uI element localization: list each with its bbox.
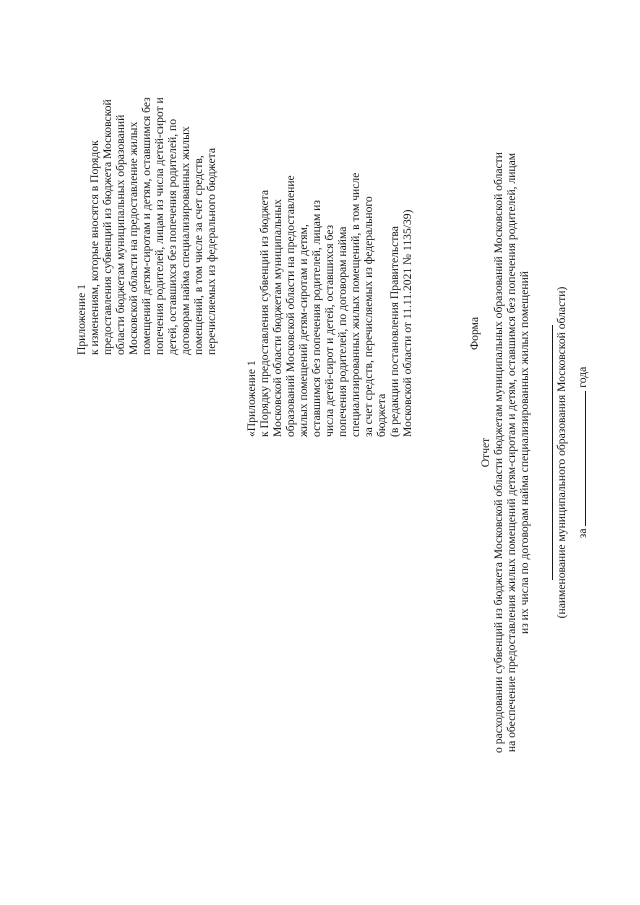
appendix-order-line: (в редакции постановления Правительства	[388, 226, 401, 437]
appendix-order-line: попечения родителей, по договорам найма	[336, 226, 349, 437]
report-subtitle-line: о расходовании субвенций из бюджета Московской области бюджетам муниципальных образований Московской области	[492, 152, 505, 753]
form-label: Форма	[468, 317, 481, 350]
appendix-order-line: Московской области от 11.11.2021 № 1135/39)	[401, 209, 414, 437]
appendix-changes-line: к изменениям, которые вносятся в Порядок	[88, 140, 101, 355]
period-blank	[575, 391, 586, 526]
period-line	[575, 0, 589, 905]
appendix-order-line: числа детей-сирот и детей, оставшихся без	[323, 224, 336, 437]
appendix-changes-title: Приложение 1	[75, 284, 88, 355]
appendix-changes-line: перечисляемых из федерального бюджета	[205, 147, 218, 355]
appendix-order-line: бюджета	[375, 393, 388, 437]
report-subtitle-line: на обеспечение предоставления жилых помещений детям-сиротам и детям, оставшимся без попечения родителей, лицам	[505, 152, 518, 753]
appendix-changes-line: предоставления субвенций из бюджета Московской	[101, 99, 114, 355]
appendix-changes-line: Московской области на предоставление жилых	[127, 121, 140, 355]
period-prefix: за	[576, 528, 589, 539]
appendix-order-title: «Приложение 1	[245, 360, 258, 437]
appendix-order-line: специализированных жилых помещений, в том числе	[349, 172, 362, 437]
report-subtitle-line: из их числа по договорам найма специализированных жилых помещений	[518, 271, 531, 634]
appendix-changes-line: договорам найма специализированных жилых	[179, 126, 192, 355]
appendix-changes-line: области бюджетам муниципальных образований	[114, 114, 127, 355]
appendix-order-line: оставшимся без попечения родителей, лицам из	[310, 200, 323, 437]
appendix-changes-line: детей, оставшихся без попечения родителей, по	[166, 119, 179, 355]
appendix-changes-line: помещений, в том числе за счет средств,	[192, 155, 205, 355]
period-suffix: года	[576, 366, 589, 388]
appendix-changes-line: попечения родителей, лицам из числа детей-сирот и	[153, 97, 166, 355]
municipality-blank-line	[552, 325, 553, 580]
report-title: Отчет	[479, 437, 492, 468]
appendix-order-line: к Порядку предоставления субвенций из бюджета	[258, 190, 271, 437]
appendix-order-line: жилых помещений детям-сиротам и детям,	[297, 224, 310, 437]
appendix-order-line: образований Московской области на предоставление	[284, 175, 297, 437]
appendix-changes-line: помещений детям-сиротам и детям, оставшимся без	[140, 97, 153, 355]
appendix-order-line: Московской области бюджетам муниципальных	[271, 199, 284, 437]
municipality-caption: (наименование муниципального образования Московской области)	[555, 286, 568, 619]
appendix-order-line: за счет средств, перечисляемых из федерального	[362, 196, 375, 437]
